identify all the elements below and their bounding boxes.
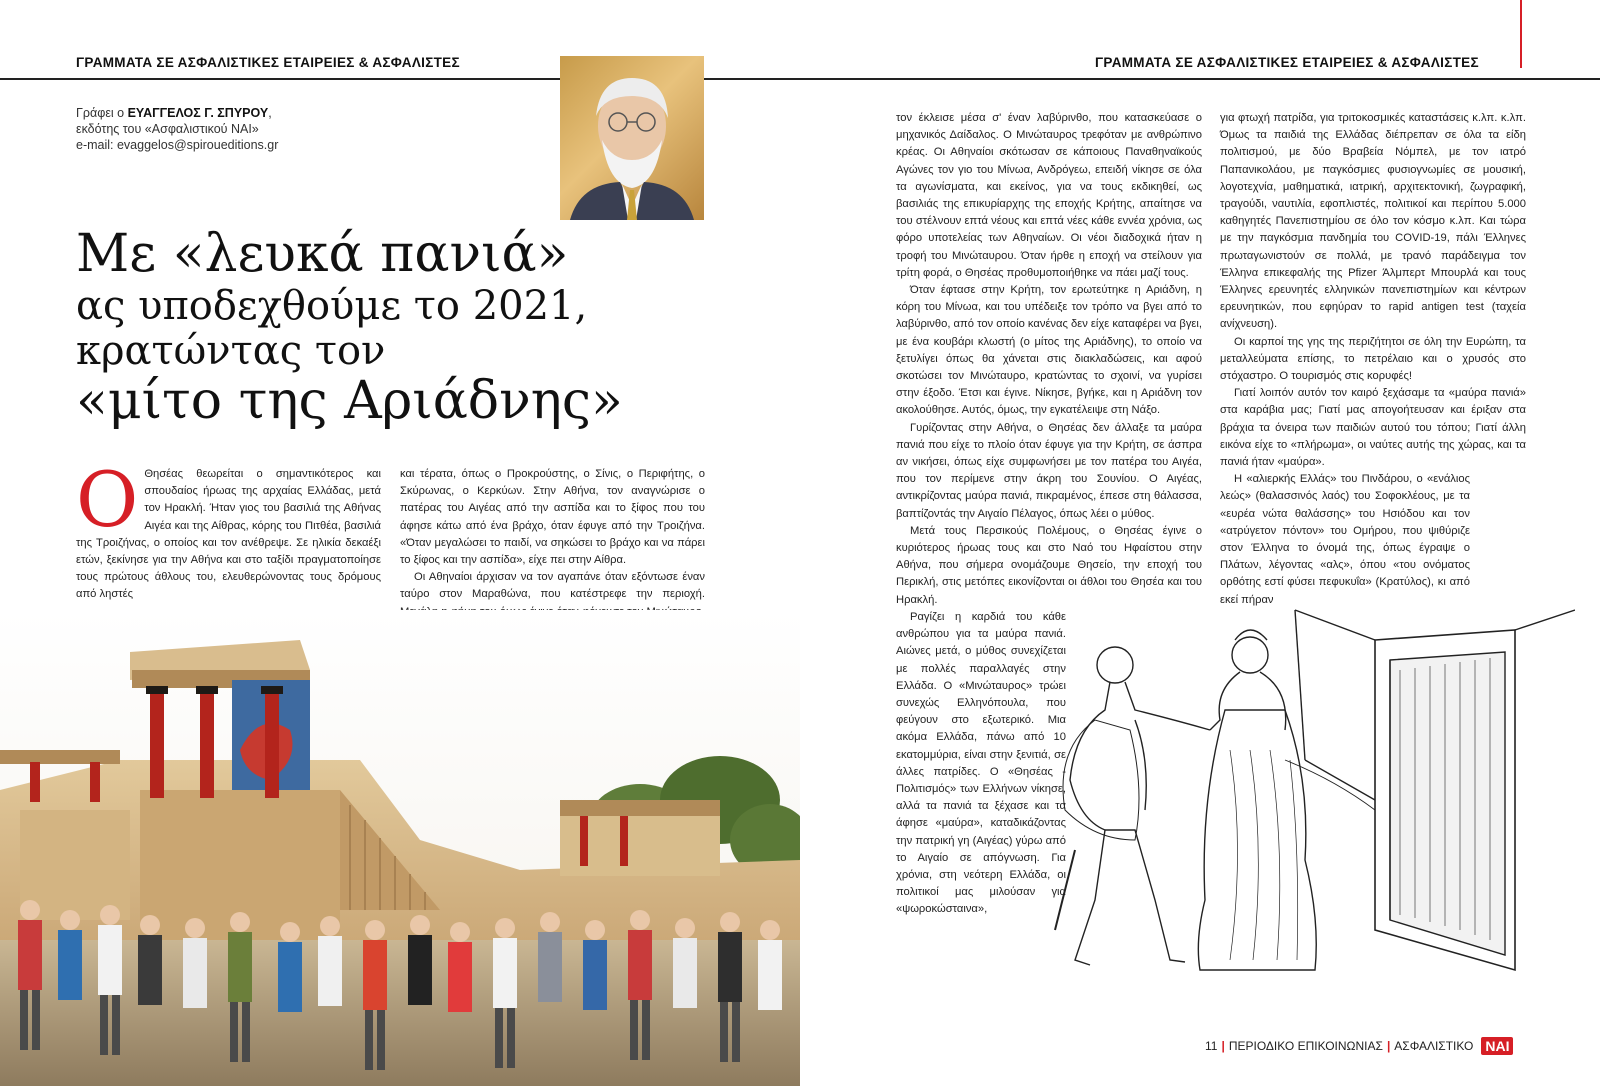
column-2-paragraph-2: Οι Αθηναίοι άρχισαν να τον αγαπάνε όταν εξόντωσε έναν ταύρο στον Μαραθώνα, που κατέστρεφε την περιοχή. xyxy=(400,571,705,601)
column-4-paragraph-1: για φτωχή πατρίδα, για τριτοκοσμικές καταστάσεις κ.λπ. κ.λπ. Όμως τα παιδιά της Ελλάδας διέπρεπαν σε όλα τα είδη πολιτισμού, με δύο Βραβεία Νόμπελ, με τον ιατρό Παπανικολάου, με παγκόσμιες φυσιογνωμίες σε μουσική, λογοτεχνία, μαθηματικά, ιατρική, αρχιτεκτονική, ζωγραφική, τραγούδι, ναυτιλία, εφοπλιστές, πολιτικοί και περίπου 5.000 καθηγητές Πανεπιστημίου σε όλο τον κόσμο κ.λπ. Και τώρα με την παγκόσμια πανδημία του COVID-19, πάλι Έλληνες πρωταγωνιστούν σε πολλά, με τρανό παράδειγμα τον Έλληνα επικεφαλής της Pfizer Άλμπερτ Μπουρλά και τους Έλληνες ερευνητές ελληνικών πανεπιστημίων και κέντρων ερευνητικών, που εφηύραν το rapid antigen test (ταχεία ανίχνευση). xyxy=(1220,112,1526,331)
headline-line-3: κρατώντας τον xyxy=(76,328,386,374)
author-role: εκδότης του «Ασφαλιστικού ΝΑΙ» xyxy=(76,122,259,136)
left-section-header: ΓΡΑΜΜΑΤΑ ΣΕ ΑΣΦΑΛΙΣΤΙΚΕΣ ΕΤΑΙΡΕΙΕΣ & ΑΣΦΑΛΙΣΤΕΣ xyxy=(76,55,460,70)
column-3-paragraph-4: Μετά τους Περσικούς Πολέμους, ο Θησέας έγινε ο κυριότερος ήρωας τους και στο Ναό του Ηφαίστου στην Αθήνα, που σήμερα ονομάζουμε Θησείο, την εποχή του Περικλή, στις μετόπες εικονίζονται οι άθλοι του Θησέα και του Ηρακλή. xyxy=(896,524,1202,606)
article-column-1 xyxy=(76,455,381,604)
column-3-paragraph-3: Γυρίζοντας στην Αθήνα, ο Θησέας δεν άλλαξε τα μαύρα πανιά που είχε το πλοίο όταν έφυγε για την Κρήτη, σε άσπρα αν νικήσει, όπως είχε συμφωνήσει με τον πατέρα του Αιγέα, που τον περίμενε στην άκρη του Σουνίου. Ο Αιγέας, αντικρίζοντας μαύρα πανιά, πικραμένος, έπεσε στη θάλασσα, βαπτίζοντάς την Αιγαίο Πέλαγος, όπως λέει ο μύθος. xyxy=(896,421,1202,520)
author-name: ΕΥΑΓΓΕΛΟΣ Γ. ΣΠΥΡΟΥ xyxy=(127,106,269,120)
article-headline xyxy=(76,225,623,429)
magazine-name: ΠΕΡΙΟΔΙΚΟ ΕΠΙΚΟΙΝΩΝΙΑΣ xyxy=(1228,1039,1383,1053)
brand-name: ΑΣΦΑΛΙΣΤΙΚΟ xyxy=(1394,1039,1474,1053)
footer-separator-1: | xyxy=(1221,1039,1225,1053)
nai-logo: ΝΑΙ xyxy=(1481,1037,1513,1055)
footer-separator-2: | xyxy=(1386,1039,1391,1053)
page-number: 11 xyxy=(1205,1039,1218,1053)
knossos-palace-photo xyxy=(0,610,800,1086)
column-4-paragraph-2: Οι καρποί της γης της περιζήτητοι σε όλη την Ευρώπη, τα μεταλλεύματα επίσης, το πετρέλαιο και ο χρυσός στο στόχαστρο. Ο τουρισμός στις κορυφές! xyxy=(1220,335,1526,383)
byline xyxy=(76,105,278,153)
theseus-ariadne-drawing xyxy=(1035,600,1575,1000)
author-portrait xyxy=(560,56,704,220)
column-4-paragraph-4: Η «αλιερκής Ελλάς» του Πινδάρου, ο «ενάλιος λεώς» (θαλασσινός λαός) του Σοφοκλέους, με τα «ευρέα νώτα θαλάσσης» του Ησιόδου και τον «ατρύγετον πόντον» του Ομήρου, που ψιθύριζε στον Έλληνα το όνομά της, όπως έγραψε ο Πλάτων, λέγοντας «αλς», όπου «του ονόματος ορθότης εστί φύσει πεφυκυΐα» (Κρατύλος), κι από εκεί πήραν xyxy=(1220,473,1470,606)
page-edge-marker xyxy=(1520,0,1522,68)
column-1-paragraph: Θησέας θεωρείται ο σημαντικότερος και σπουδαίος ήρωας της αρχαίας Ελλάδας, μετά τον Ηρακλή. Ήταν γιος του βασιλιά της Αθήνας Αιγέα και της Αίθρας, κόρης του Πιτθέα, βασιλιά της Τροιζήνας, ο οποίος και τον ανέθρεψε. Σε ηλικία δεκαέξι ετών, ξεκίνησε για την Αθήνα και στο ταξίδι πραγματοποίησε τους πρώτους άθλους του, ελευθερώνοντας τους δρόμους από ληστές xyxy=(76,468,381,601)
column-2-paragraph-1: και τέρατα, όπως ο Προκρούστης, ο Σίνις, ο Περιφήτης, ο Σκύρωνας, ο Κερκύων. Στην Αθήνα, τον αναγνώρισε ο πατέρας του Αιγέας από την ασπίδα και το ξίφος που του άφησε κάτω από ένα βράχο, όταν έφυγε από την Τροιζήνα. «Όταν μεγαλώσει το παιδί, να σηκώσει το βράχο και να πάρει το ξίφος και την ασπίδα», είχε πει στην Αίθρα. xyxy=(400,468,705,567)
byline-suffix: , xyxy=(268,106,272,120)
article-column-4 xyxy=(1220,110,1526,609)
author-email[interactable]: e-mail: evaggelos@spiroueditions.gr xyxy=(76,138,279,152)
column-3-paragraph-1: τον έκλεισε μέσα σ' έναν λαβύρινθο, που κατασκεύασε ο μηχανικός Δαίδαλος. Ο Μινώταυρος τρεφόταν με ανθρώπινο κρέας. Οι Αθηναίοι σκότωσαν σε κάποιους Παναθηναϊκούς Αγώνες τον γιο του Μίνωα, Ανδρόγεω, επειδή νίκησε σε όλα τα αγωνίσματα, και εκείνος, για να τους εκδικηθεί, ως βασιλιάς της επικυρίαρχης της εποχής Κρήτης, απαίτησε να του στέλνουν επτά νέους και επτά νέες κάθε εννέα χρόνια, ως φόρο υποτελείας των Αθηναίων. Οι νέοι διαδοχικά ήταν η τροφή του Μινώταυρου. Όταν ήρθε η εποχή να στείλουν για τρίτη φορά, ο Θησέας προθυμοποιήθηκε να πάει μαζί τους. xyxy=(896,112,1202,279)
headline-line-1: Με «λευκά πανιά» xyxy=(76,224,569,284)
byline-prefix: Γράφει ο xyxy=(76,106,128,120)
right-section-header: ΓΡΑΜΜΑΤΑ ΣΕ ΑΣΦΑΛΙΣΤΙΚΕΣ ΕΤΑΙΡΕΙΕΣ & ΑΣΦΑΛΙΣΤΕΣ xyxy=(1095,55,1479,70)
headline-line-2: ας υποδεχθούμε το 2021, xyxy=(76,283,588,329)
column-4-paragraph-3: Γιατί λοιπόν αυτόν τον καιρό ξεχάσαμε τα «μαύρα πανιά» στα καράβια μας; Γιατί μας απογοήτευσαν και έριξαν στα βράχια τα όνειρα των παιδιών αυτού του τόπου; Γιατί άλλη εικόνα είχε το «πλήρωμα», οι ναύτες αυτής της χώρας, και τα πανιά ήταν «μαύρα». xyxy=(1220,387,1526,469)
drop-cap: Ο xyxy=(76,455,139,544)
column-3-paragraph-2: Όταν έφτασε στην Κρήτη, τον ερωτεύτηκε η Αριάδνη, η κόρη του Μίνωα, και του υπέδειξε τον τρόπο να βγει από το λαβύρινθο, από τον οποίο κανένας δεν είχε καταφέρει να βγει, με ένα κουβάρι κλωστή (ο μίτος της Αριάδνης), το οποίο να ξετυλίγει όπως θα χάνεται στις διακλαδώσεις, και αφού σκοτώσει τον Μινώταυρο, κρατώντας το σχοινί, να γυρίσει στην έξοδο. Έτσι και έγινε. Νίκησε, βγήκε, και η Αριάδνη τον ακολούθησε. Αυτός, όμως, την εγκατέλειψε στη Νάξο. xyxy=(896,284,1202,417)
column-3-paragraph-5: Ραγίζει η καρδιά του κάθε ανθρώπου για τα μαύρα πανιά. Αιώνες μετά, ο μύθος συνεχίζεται με πολλές παραλλαγές στην Ελλάδα. Ο «Μινώταυρος» τρώει συνεχώς Ελληνόπουλα, που φεύγουν στο εξωτερικό. Μια ακόμα Ελλάδα, πάνω από 10 εκατομμύρια, είναι στην ξενιτιά, σε άλλες πατρίδες. Ο «Θησέας - Πολιτισμός» των Ελλήνων νίκησε, αλλά τα πανιά τα ξέχασε και τα άφησε «μαύρα», καταδικάζοντας την πατρική γη (Αιγέας) γύρω από το Αιγαίο σε απόγνωση. Για χρόνια, στη νεότερη Ελλάδα, οι πολιτικοί μας μιλούσαν για «ψωροκώσταινα», xyxy=(896,610,1066,916)
header-rule-right xyxy=(704,78,1600,80)
headline-line-4: «μίτο της Αριάδνης» xyxy=(76,371,623,431)
header-rule-left xyxy=(0,78,560,80)
page-footer xyxy=(1205,1037,1513,1055)
